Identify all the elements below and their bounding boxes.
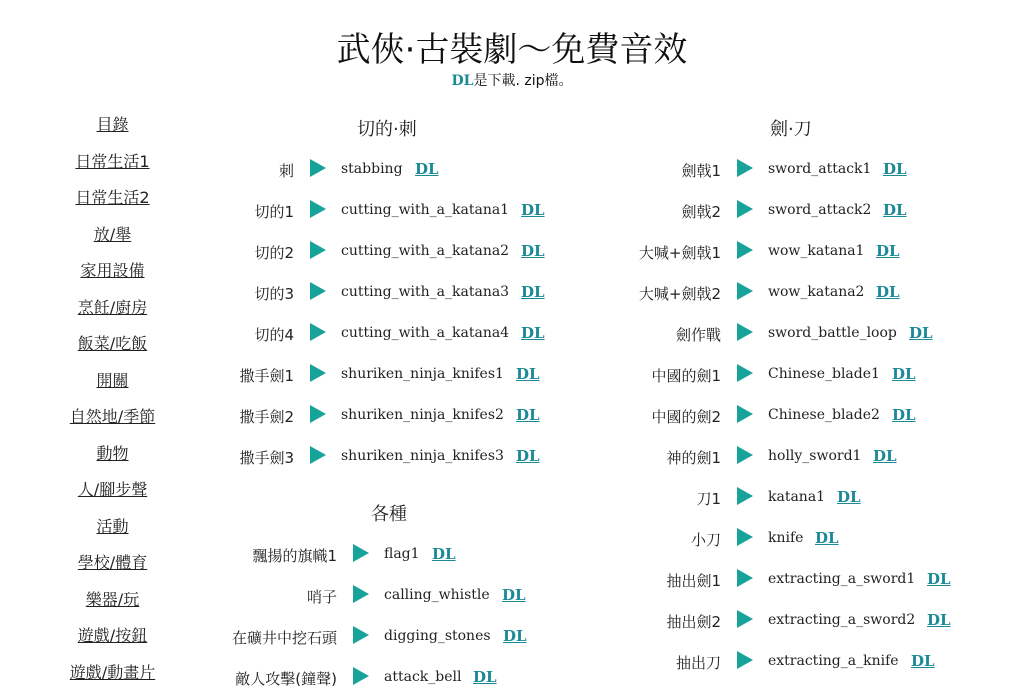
sound-label: 刀1 bbox=[696, 490, 721, 508]
sound-label: 敵人攻擊(鐘聲) bbox=[235, 670, 337, 688]
sound-label: 在礦井中挖石頭 bbox=[231, 629, 337, 647]
play-icon[interactable] bbox=[310, 241, 326, 259]
play-icon[interactable] bbox=[737, 200, 753, 218]
play-icon[interactable] bbox=[310, 446, 326, 464]
sound-label: 抽出劍1 bbox=[666, 572, 721, 590]
download-link[interactable]: DL bbox=[927, 611, 951, 629]
play-icon[interactable] bbox=[310, 405, 326, 423]
play-icon[interactable] bbox=[737, 405, 753, 423]
sound-filename: cutting_with_a_katana3 bbox=[341, 284, 510, 300]
sound-label: 中國的劍2 bbox=[651, 408, 721, 426]
page-title: 武俠·古裝劇〜免費音效 bbox=[336, 30, 688, 70]
download-link[interactable]: DL bbox=[516, 447, 540, 465]
download-link[interactable]: DL bbox=[502, 586, 526, 604]
sidebar-link-12[interactable]: 學校/體育 bbox=[77, 553, 148, 572]
play-icon[interactable] bbox=[310, 323, 326, 341]
page-subtitle bbox=[0, 70, 1024, 90]
sound-label: 撒手劍3 bbox=[239, 449, 294, 467]
sound-filename: wow_katana2 bbox=[768, 284, 865, 300]
download-link[interactable]: DL bbox=[521, 242, 545, 260]
sidebar-link-11[interactable]: 活動 bbox=[96, 516, 129, 536]
sound-label: 飄揚的旗幟1 bbox=[252, 547, 337, 565]
download-link[interactable]: DL bbox=[473, 668, 497, 686]
play-icon[interactable] bbox=[737, 651, 753, 669]
download-link[interactable]: DL bbox=[876, 242, 900, 260]
play-icon[interactable] bbox=[737, 487, 753, 505]
sound-filename: extracting_a_sword1 bbox=[768, 571, 916, 587]
sound-label: 神的劍1 bbox=[666, 449, 721, 467]
sidebar-link-4[interactable]: 家用設備 bbox=[80, 261, 145, 280]
sidebar-link-15[interactable]: 遊戲/動畫片 bbox=[69, 662, 156, 682]
download-link[interactable]: DL bbox=[521, 283, 545, 301]
download-link[interactable]: DL bbox=[892, 406, 916, 424]
sidebar-link-2[interactable]: 日常生活2 bbox=[75, 188, 150, 207]
sound-label: 劍戟2 bbox=[681, 203, 721, 221]
sound-filename: calling_whistle bbox=[384, 587, 490, 603]
sound-label: 切的2 bbox=[254, 244, 294, 262]
download-link[interactable]: DL bbox=[883, 201, 907, 219]
play-icon[interactable] bbox=[310, 159, 326, 177]
sound-label: 劍戟1 bbox=[681, 162, 721, 180]
play-icon[interactable] bbox=[737, 528, 753, 546]
sound-filename: Chinese_blade2 bbox=[768, 407, 880, 423]
sound-label: 小刀 bbox=[690, 531, 721, 549]
play-icon[interactable] bbox=[353, 667, 369, 685]
sidebar-link-3[interactable]: 放/舉 bbox=[93, 224, 132, 244]
sound-filename: digging_stones bbox=[384, 628, 491, 644]
sound-label: 撒手劍2 bbox=[239, 408, 294, 426]
play-icon[interactable] bbox=[737, 364, 753, 382]
sound-label: 切的1 bbox=[254, 203, 294, 221]
download-link[interactable]: DL bbox=[883, 160, 907, 178]
download-link[interactable]: DL bbox=[521, 324, 545, 342]
play-icon[interactable] bbox=[310, 282, 326, 300]
subtitle-text: 是下載. zip檔。 bbox=[473, 73, 573, 89]
play-icon[interactable] bbox=[737, 159, 753, 177]
sound-label: 中國的劍1 bbox=[651, 367, 721, 385]
sound-label: 刺 bbox=[278, 162, 294, 180]
play-icon[interactable] bbox=[353, 585, 369, 603]
play-icon[interactable] bbox=[737, 241, 753, 259]
subtitle-dl-mark: DL bbox=[451, 73, 474, 89]
download-link[interactable]: DL bbox=[432, 545, 456, 563]
sound-label: 切的4 bbox=[254, 326, 294, 344]
sidebar-link-7[interactable]: 開關 bbox=[96, 370, 129, 390]
sound-filename: stabbing bbox=[341, 161, 403, 177]
sound-filename: shuriken_ninja_knifes2 bbox=[341, 407, 504, 423]
download-link[interactable]: DL bbox=[521, 201, 545, 219]
sound-filename: katana1 bbox=[768, 489, 826, 505]
play-icon[interactable] bbox=[353, 626, 369, 644]
download-link[interactable]: DL bbox=[909, 324, 933, 342]
sound-filename: sword_attack2 bbox=[768, 202, 872, 218]
sound-filename: shuriken_ninja_knifes3 bbox=[341, 448, 504, 464]
sound-filename: cutting_with_a_katana1 bbox=[341, 202, 510, 218]
sound-label: 抽出劍2 bbox=[666, 613, 721, 631]
sound-filename: flag1 bbox=[384, 546, 420, 562]
sound-label: 撒手劍1 bbox=[239, 367, 294, 385]
section-heading-cut-stab: 切的·刺 bbox=[357, 119, 417, 140]
sound-filename: sword_battle_loop bbox=[768, 325, 897, 341]
sound-label: 切的3 bbox=[254, 285, 294, 303]
sound-label: 大喊+劍戟1 bbox=[638, 244, 721, 262]
play-icon[interactable] bbox=[737, 282, 753, 300]
sound-filename: extracting_a_sword2 bbox=[768, 612, 916, 628]
play-icon[interactable] bbox=[737, 323, 753, 341]
download-link[interactable]: DL bbox=[516, 365, 540, 383]
sound-filename: wow_katana1 bbox=[768, 243, 865, 259]
sound-filename: knife bbox=[768, 530, 804, 546]
sound-filename: attack_bell bbox=[384, 669, 462, 685]
sound-label: 劍作戰 bbox=[675, 326, 721, 344]
download-link[interactable]: DL bbox=[815, 529, 839, 547]
sidebar-link-13[interactable]: 樂器/玩 bbox=[85, 589, 140, 609]
download-link[interactable]: DL bbox=[892, 365, 916, 383]
sound-label: 大喊+劍戟2 bbox=[638, 285, 721, 303]
download-link[interactable]: DL bbox=[927, 570, 951, 588]
download-link[interactable]: DL bbox=[837, 488, 861, 506]
sidebar-link-0[interactable]: 目錄 bbox=[96, 115, 129, 134]
section-heading-various: 各種 bbox=[371, 504, 407, 525]
sound-filename: sword_attack1 bbox=[768, 161, 872, 177]
play-icon[interactable] bbox=[353, 544, 369, 562]
sound-filename: cutting_with_a_katana4 bbox=[341, 325, 510, 341]
play-icon[interactable] bbox=[737, 610, 753, 628]
sound-filename: shuriken_ninja_knifes1 bbox=[341, 366, 504, 382]
download-link[interactable]: DL bbox=[516, 406, 540, 424]
play-icon[interactable] bbox=[737, 569, 753, 587]
download-link[interactable]: DL bbox=[876, 283, 900, 301]
sound-filename: Chinese_blade1 bbox=[768, 366, 880, 382]
download-link[interactable]: DL bbox=[503, 627, 527, 645]
download-link[interactable]: DL bbox=[911, 652, 935, 670]
sidebar-link-10[interactable]: 人/腳步聲 bbox=[77, 480, 148, 499]
sound-label: 哨子 bbox=[306, 588, 337, 606]
section-heading-sword-blade: 劍·刀 bbox=[770, 119, 812, 140]
sidebar-link-1[interactable]: 日常生活1 bbox=[75, 151, 150, 171]
play-icon[interactable] bbox=[310, 364, 326, 382]
play-icon[interactable] bbox=[310, 200, 326, 218]
sound-label: 抽出刀 bbox=[675, 654, 721, 672]
sidebar-link-6[interactable]: 飯菜/吃飯 bbox=[77, 334, 148, 353]
play-icon[interactable] bbox=[737, 446, 753, 464]
sidebar-link-9[interactable]: 動物 bbox=[96, 443, 129, 463]
sound-filename: extracting_a_knife bbox=[768, 653, 899, 669]
sidebar-link-14[interactable]: 遊戲/按鈕 bbox=[77, 626, 148, 645]
download-link[interactable]: DL bbox=[873, 447, 897, 465]
sidebar-link-8[interactable]: 自然地/季節 bbox=[69, 407, 156, 426]
sound-filename: holly_sword1 bbox=[768, 448, 862, 464]
sidebar-link-5[interactable]: 烹飪/廚房 bbox=[77, 297, 148, 317]
sound-filename: cutting_with_a_katana2 bbox=[341, 243, 510, 259]
download-link[interactable]: DL bbox=[415, 160, 439, 178]
